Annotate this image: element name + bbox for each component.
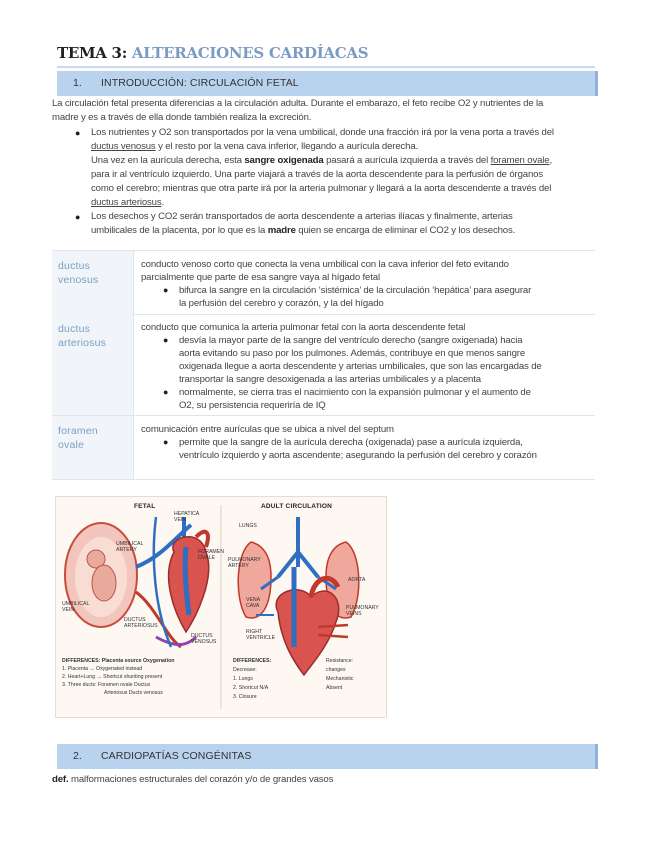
bullet-marker: ●	[75, 128, 81, 138]
title-prefix: TEMA 3:	[57, 44, 127, 62]
label-text: Ductus	[134, 682, 151, 688]
definition-bullet	[141, 334, 589, 386]
label-text: Resistance:	[326, 658, 354, 664]
definition-text: malformaciones estructurales del corazón y/o de grandes vasos	[68, 774, 334, 785]
definition-line: desvía la mayor parte de la sangre del ventrículo derecho (sangre oxigenada) hacia	[179, 335, 523, 346]
definition-line: conducto venoso corto que conecta la vena umbilical con la cava inferior del feto evitando	[141, 259, 509, 270]
definition-line: transportar la sangre desoxigenada a las arterias umbilicales y a placenta	[179, 374, 481, 385]
section-header-congenital	[57, 744, 595, 769]
bullet-line	[91, 140, 616, 154]
figure-label	[191, 633, 216, 645]
definition-line: oxigenada llegue a aorta descendente y arterias umbilicales, que son las encargadas de	[179, 361, 542, 372]
label-text: Oxygenated instead	[96, 666, 143, 672]
term-word: arteriosus	[58, 337, 107, 349]
label-text: 3. Closure	[233, 694, 257, 700]
bullet-line	[91, 224, 616, 238]
label-text: VENOSUS	[191, 639, 217, 645]
figure-label	[198, 549, 224, 561]
label-text: Arteriosus	[104, 690, 128, 696]
term-word: venosus	[58, 274, 99, 286]
table-row	[52, 416, 595, 480]
bullet-text: .	[161, 197, 165, 208]
title-main: ALTERACIONES CARDÍACAS	[131, 44, 369, 62]
figure-label	[346, 605, 379, 617]
term-word: foramen	[58, 425, 98, 437]
label-text: VEINS	[346, 611, 362, 617]
label-text: VENTRICLE	[246, 635, 276, 641]
label-text: changes	[326, 667, 346, 673]
definition-line: aorta evitando su paso por los pulmones. Además, contribuye en que menos sangre	[179, 348, 526, 359]
bold-text: sangre oxigenada	[244, 155, 324, 166]
adult-title: ADULT CIRCULATION	[261, 503, 333, 510]
term-cell	[52, 416, 134, 479]
label-text: RIGHT	[246, 629, 263, 635]
label-text: 2. Shortcut N/A	[233, 685, 269, 691]
label-text: VEIN	[174, 517, 187, 523]
label-text: Mechanistic	[326, 676, 354, 682]
definition-bullet	[141, 386, 589, 412]
label-text: ARTERY	[116, 547, 137, 553]
bold-text: def.	[52, 774, 69, 785]
section-label: INTRODUCCIÓN: CIRCULACIÓN FETAL	[101, 77, 299, 89]
figure-label	[116, 541, 143, 553]
definition-cell	[141, 321, 589, 412]
label-text: Decrease:	[233, 667, 257, 673]
bullet-line: Los nutrientes y O2 son transportados por la vena umbilical, donde una fracción irá por la vena porta a través del	[91, 127, 554, 138]
bold-text: madre	[267, 225, 296, 236]
label-text: ARTERIOSUS	[124, 623, 158, 629]
difference-row	[62, 689, 217, 697]
figure-label	[124, 617, 158, 629]
label-text: OVALE	[198, 555, 215, 561]
bullet-text: pasará a aurícula izquierda a través del	[323, 155, 491, 166]
term-word: ductus	[58, 260, 91, 272]
fetal-differences	[62, 657, 217, 697]
bullet-marker: ●	[75, 212, 81, 222]
term-cell	[52, 314, 134, 415]
label-text: UMBILICAL	[116, 541, 144, 547]
label-text: DUCTUS	[191, 633, 213, 639]
definition-line: la perfusión del cerebro y corazón, y la del hígado	[179, 298, 384, 309]
definition-paragraph	[52, 773, 612, 787]
section-label: CARDIOPATÍAS CONGÉNITAS	[101, 750, 252, 762]
label-text: 1. Placenta	[62, 666, 88, 672]
label-text: VENA	[246, 597, 261, 603]
difference-row: 1. Placenta → Oxygenated instead	[62, 666, 143, 672]
bullet-line	[91, 154, 616, 168]
label-text: 2. Heart+Lung	[62, 674, 96, 680]
bullet-text: ,	[549, 155, 552, 166]
intro-line: La circulación fetal presenta diferencias a la circulación adulta. Durante el embarazo, el feto recibe O2 y nutrientes de la	[52, 98, 544, 109]
ductus-arteriosus-link: ductus arteriosus	[91, 197, 162, 208]
label-text: UMBILICAL	[62, 601, 90, 607]
bullet-line: para ir al ventrículo izquierdo. Una parte viajará a través de la aorta descendente para la perfusión de órganos	[91, 169, 543, 180]
bullet-text: Una vez en la aurícula derecha, esta	[91, 155, 245, 166]
bullet-line: Los desechos y CO2 serán transportados de aorta descendente a arterias ilíacas y finalmente, arterias	[91, 211, 513, 222]
figure-label	[246, 629, 275, 641]
definition-cell	[141, 423, 589, 462]
bullet-marker: ●	[163, 437, 169, 447]
label-text: PULMONARY	[228, 557, 261, 563]
definitions-table	[52, 250, 595, 480]
bullet-text: umbilicales de la placenta, por lo que es la	[91, 225, 268, 236]
bullet-marker: ●	[163, 335, 169, 345]
bullet-line: como el cerebro; mientras que otra parte irá por la arteria pulmonar y llegará a la aorta descendente a través del	[91, 183, 552, 194]
label-text: 3. Three ducts:	[62, 682, 97, 688]
definition-line: parcialmente que parte de esa sangre vaya al hígado fetal	[141, 272, 380, 283]
bullet-text: quien se encarga de eliminar el CO2 y los desechos.	[295, 225, 516, 236]
bullet-marker: ●	[163, 387, 169, 397]
definition-line: permite que la sangre de la aurícula derecha (oxigenada) pase a aurícula izquierda,	[179, 437, 523, 448]
term-cell	[52, 251, 134, 314]
figure-label	[174, 511, 199, 523]
section-number: 2.	[73, 750, 82, 762]
label-text: Absent	[326, 685, 343, 691]
title-divider	[57, 66, 595, 68]
fetal-title: FETAL	[134, 503, 156, 510]
definition-line: ventrículo izquierdo y aorta ascendente; asegurando la perfusión del cerebro y corazón	[179, 450, 537, 461]
table-row	[52, 250, 595, 315]
label-text: ARTERY	[228, 563, 249, 569]
figure-label	[228, 557, 261, 569]
label-text: VEIN	[62, 607, 75, 613]
figure-label: AORTA	[348, 577, 366, 583]
page-title	[57, 44, 368, 62]
figure-label	[62, 601, 89, 613]
definition-bullet	[141, 436, 589, 462]
definition-line: O2, su persistencia requeriría de IQ	[179, 400, 326, 411]
foramen-ovale-link: foramen ovale	[490, 155, 550, 166]
bullet-waste	[91, 210, 616, 238]
table-row	[52, 314, 595, 416]
circulation-figure	[55, 496, 387, 718]
label-text: DUCTUS	[124, 617, 146, 623]
section-header-intro	[57, 71, 595, 96]
label-text: Foramen ovale	[97, 682, 133, 688]
label-text: 1. Lungs	[233, 676, 253, 682]
definition-line: conducto que comunica la arteria pulmonar fetal con la aorta descendente fetal	[141, 322, 466, 333]
term-word: ductus	[58, 323, 91, 335]
label-text: CAVA	[246, 603, 260, 609]
label-text: HEPATICA	[174, 511, 200, 517]
difference-row	[62, 681, 217, 689]
section-edge	[595, 71, 598, 96]
section-number: 1.	[73, 77, 82, 89]
section-edge	[595, 744, 598, 769]
bullet-marker: ●	[163, 285, 169, 295]
term-label	[58, 424, 98, 452]
definition-bullet	[141, 284, 589, 310]
differences-heading: DIFFERENCES:	[233, 658, 272, 664]
term-label	[58, 259, 99, 287]
intro-paragraph	[52, 97, 612, 125]
definition-cell	[141, 258, 589, 310]
intro-line: madre y es a través de ella donde también realiza la excreción.	[52, 112, 312, 123]
definition-line: normalmente, se cierra tras el nacimiento con la expansión pulmonar y el aumento de	[179, 387, 531, 398]
label-text: Shortcut shunting present	[103, 674, 163, 680]
definition-line: bifurca la sangre en la circulación ‘sistémica’ de la circulación ‘hepática’ para asegurar	[179, 285, 532, 296]
term-label	[58, 322, 106, 350]
bullet-line	[91, 196, 616, 210]
bullet-text: y el resto por la vena cava inferior, llegando a aurícula derecha.	[155, 141, 419, 152]
figure-label: LUNGS	[239, 523, 257, 529]
term-word: ovale	[58, 439, 85, 451]
ductus-venosus-link: ductus venosus	[91, 141, 156, 152]
differences-heading: DIFFERENCES: Placenta source Oxygenation	[62, 658, 175, 664]
adult-differences	[233, 657, 313, 702]
bullet-nutrients	[91, 126, 616, 210]
difference-row: 2. Heart+Lung → Shortcut shunting present	[62, 674, 163, 680]
figure-label	[246, 597, 260, 609]
label-text: PULMONARY	[346, 605, 379, 611]
label-text: Ducts venosus	[128, 690, 163, 696]
definition-line: comunicación entre aurículas que se ubica a nivel del septum	[141, 424, 394, 435]
label-text: FORAMEN	[198, 549, 224, 555]
adult-resistance	[326, 657, 384, 693]
